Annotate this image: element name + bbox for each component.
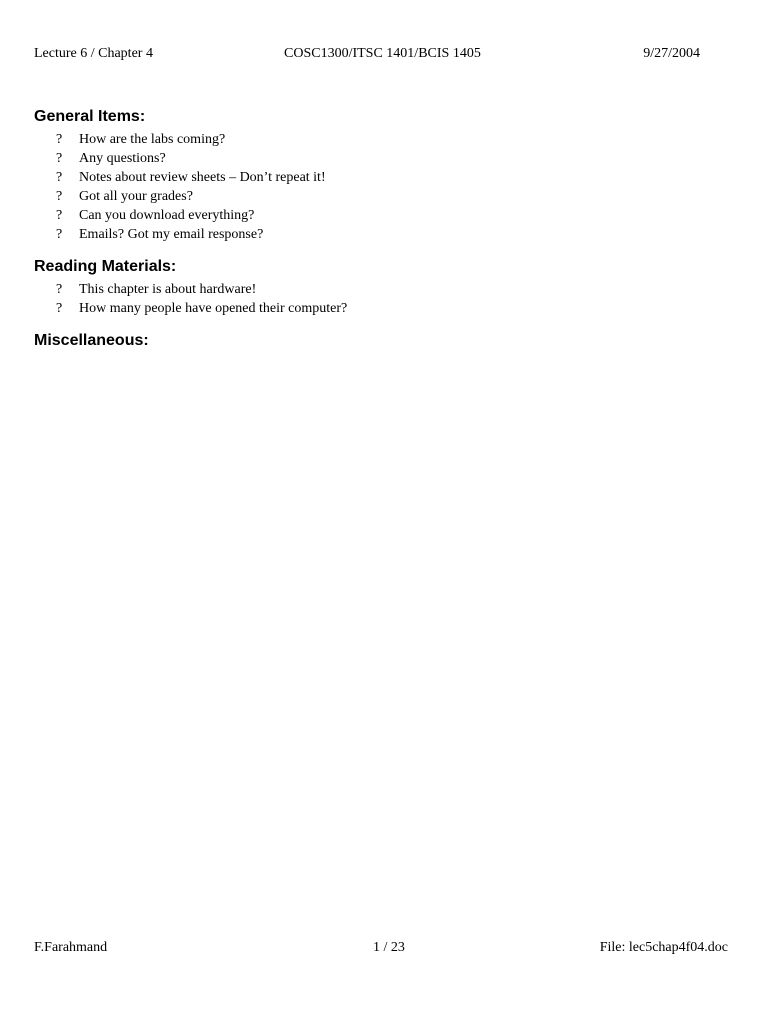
list-item: [34, 187, 734, 206]
list-item-text: Emails? Got my email response?: [79, 227, 264, 242]
section-reading-materials: [34, 257, 734, 318]
list-item: [34, 225, 734, 244]
footer-author: F.Farahmand: [34, 940, 108, 955]
bullet-marker: ?: [56, 227, 63, 242]
page-footer: [34, 940, 728, 960]
list-item-text: Notes about review sheets – Don’t repeat it!: [79, 170, 326, 185]
list-item: [34, 299, 734, 318]
bullet-marker: ?: [56, 301, 63, 316]
bullet-marker: ?: [56, 151, 63, 166]
footer-filename: File: lec5chap4f04.doc: [599, 940, 728, 955]
bullet-marker: ?: [56, 132, 63, 147]
footer-page-number: 1 / 23: [373, 940, 405, 955]
list-item-text: How are the labs coming?: [79, 132, 226, 147]
bullet-marker: ?: [56, 282, 63, 297]
section-heading-miscellaneous: Miscellaneous:: [34, 332, 149, 349]
bullet-marker: ?: [56, 170, 63, 185]
list-item: [34, 280, 734, 299]
header-lecture-label: Lecture 6 / Chapter 4: [34, 46, 153, 61]
list-item-text: Got all your grades?: [79, 189, 193, 204]
list-item-text: This chapter is about hardware!: [79, 282, 257, 297]
header-date: 9/27/2004: [643, 46, 700, 61]
list-item: [34, 206, 734, 225]
general-items-list: [34, 130, 734, 244]
reading-materials-list: [34, 280, 734, 318]
bullet-marker: ?: [56, 208, 63, 223]
list-item-text: Can you download everything?: [79, 208, 255, 223]
list-item: [34, 149, 734, 168]
header-course-codes: COSC1300/ITSC 1401/BCIS 1405: [284, 46, 481, 61]
list-item: [34, 130, 734, 149]
section-miscellaneous: [34, 331, 734, 351]
section-heading-reading-materials: Reading Materials:: [34, 258, 177, 275]
section-general-items: [34, 107, 734, 244]
document-body: [34, 107, 734, 351]
page-header: [34, 46, 700, 66]
section-heading-general-items: General Items:: [34, 108, 146, 125]
list-item-text: Any questions?: [79, 151, 166, 166]
list-item-text: How many people have opened their computer?: [79, 301, 348, 316]
bullet-marker: ?: [56, 189, 63, 204]
list-item: [34, 168, 734, 187]
